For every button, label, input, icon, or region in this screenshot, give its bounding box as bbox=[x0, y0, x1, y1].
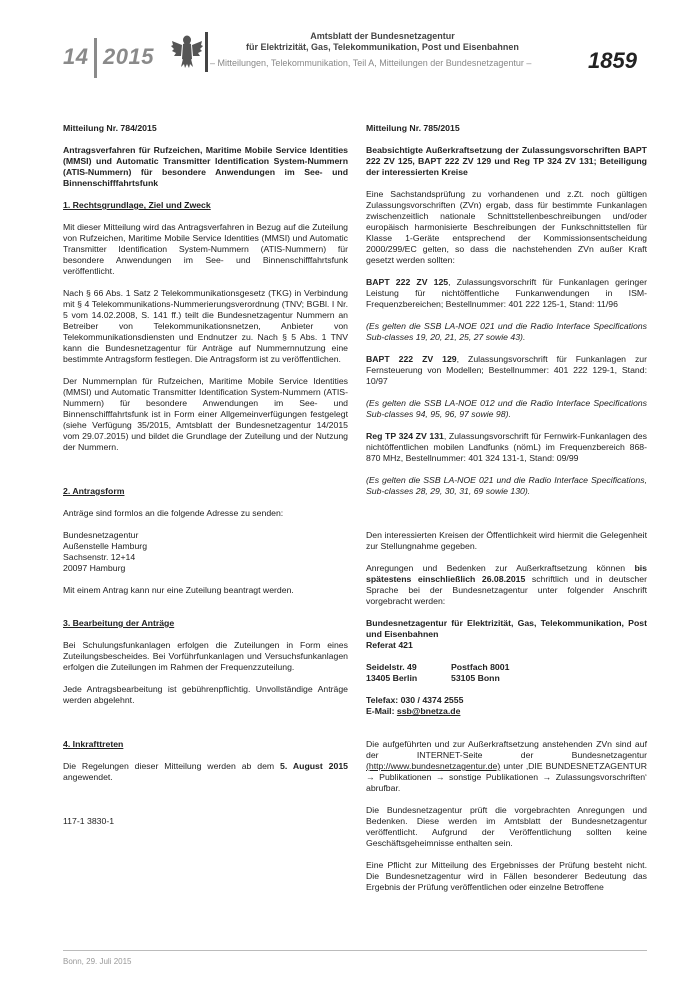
text-span: Anregungen und Bedenken zur Außerkraftsetzung können bbox=[366, 563, 635, 573]
gazette-subtitle: – Mitteilungen, Telekommunikation, Teil A, Mitteilungen der Bundesnetzagentur – bbox=[210, 58, 532, 68]
email-label: E-Mail: bbox=[366, 706, 397, 716]
address-department: Referat 421 bbox=[366, 640, 413, 650]
zv-125-code: BAPT 222 ZV 125 bbox=[366, 277, 449, 287]
footer-divider bbox=[63, 950, 647, 951]
notice-title-784: Mitteilung Nr. 784/2015 bbox=[63, 123, 157, 133]
notice-title-785: Mitteilung Nr. 785/2015 bbox=[366, 123, 460, 133]
zv-129-note: (Es gelten die SSB LA-NOE 012 und die Radio Interface Specifications Sub-classes 94, 95, 96, 97 sowie 98). bbox=[366, 398, 647, 419]
address-line: Sachsenstr. 12+14 bbox=[63, 552, 136, 562]
section-2-title: 2. Antragsform bbox=[63, 486, 125, 496]
effective-date: 5. August 2015 bbox=[280, 761, 348, 771]
zv-131-entry bbox=[366, 431, 647, 464]
zv-131-code: Reg TP 324 ZV 131 bbox=[366, 431, 444, 441]
zv-129-entry bbox=[366, 354, 647, 387]
footer-date: Bonn, 29. Juli 2015 bbox=[63, 957, 132, 966]
address-line: Bundesnetzagentur bbox=[63, 530, 139, 540]
zv-125-text: , Zulassungsvorschrift für Funkanlagen geringer Leistung für nichtöffentliche Funkanwendungen in ISM-Frequenzbereichen; Bestellnummer: 401 222 125-1, Stand: 11/96 bbox=[366, 277, 647, 309]
email-link[interactable]: ssb@bnetza.de bbox=[396, 706, 461, 716]
zv-131-text: , Zulassungsvorschrift für Fernwirk-Funkanlagen des nichtöffentlichen mobilen Landfunks (nömL) im Frequenzbereich 868-870 MHz, Bestellnummer: 401 324 131-1, Stand: 09/99 bbox=[366, 431, 647, 463]
review-paragraph: Die Bundesnetzagentur prüft die vorgebrachten Anregungen und Bedenken. Diese werden im Amtsblatt der Bundesnetzagentur veröffentlicht. Aufgrund der Veröffentlichung sollten keine Geschäftsgeheimnisse enthalten sein. bbox=[366, 805, 647, 848]
street-address bbox=[366, 662, 451, 684]
po-box-address bbox=[451, 662, 509, 684]
section-3-paragraph-1: Bei Schulungsfunkanlagen erfolgen die Zuteilungen in Form eines Zuteilungsbescheides. Bei Vorführfunkanlagen und Versuchsfunkanlagen erfolgen die Zuteilungen im Rahmen der Frequenzzuteilung. bbox=[63, 640, 348, 672]
section-3-title: 3. Bearbeitung der Anträge bbox=[63, 618, 175, 628]
zv-125-entry bbox=[366, 277, 647, 310]
gazette-title bbox=[210, 31, 555, 52]
intro-paragraph: Eine Sachstandsprüfung zu vorhandenen und z.Zt. noch gültigen Zulassungsvorschriften (ZVn) ergab, dass für bestimmte Funkanlagen zwischenzeitlich nationale Schnittstellenbeschreibungen und/oder europäisch harmonisierte Beschreibungen der Funkschnittstellen für Klasse 1-Geräte entsprechend der Kommissionsentscheidung 2000/299/EC gelten, so dass die nachstehenden ZVn außer Kraft gesetzt werden sollten: bbox=[366, 189, 647, 265]
address-pocity: 53105 Bonn bbox=[451, 673, 500, 683]
zv-131-note: (Es gelten die SSB LA-NOE 021 und die Radio Interface Specifications, Sub-classes 28, 29, 30, 31, 69 sowie 130). bbox=[366, 475, 647, 496]
berlin-address bbox=[366, 618, 647, 717]
deadline-paragraph bbox=[366, 563, 647, 607]
address-street: Seidelstr. 49 bbox=[366, 662, 417, 672]
section-3-paragraph-2: Jede Antragsbearbeitung ist gebührenpflichtig. Unvollständige Anträge werden abgelehnt. bbox=[63, 684, 348, 705]
section-2-paragraph-2: Mit einem Antrag kann nur eine Zuteilung beantragt werden. bbox=[63, 585, 294, 595]
text-span: unter ‚DIE BUNDESNETZAGENTUR → Publikationen → sonstige Publikationen → Zulassungsvorschriften‘ abrufbar. bbox=[366, 761, 647, 793]
address-pobox: Postfach 8001 bbox=[451, 662, 510, 672]
section-4-title: 4. Inkrafttreten bbox=[63, 739, 124, 749]
zv-129-text: , Zulassungsvorschrift für Funkanlagen zur Fernsteuerung von Modellen; Bestellnummer: 401 222 129-1, Stand: 10/97 bbox=[366, 354, 648, 386]
telefax: Telefax: 030 / 4374 2555 bbox=[366, 695, 464, 705]
zv-129-code: BAPT 222 ZV 129 bbox=[366, 354, 457, 364]
right-column bbox=[366, 123, 647, 893]
text-span: Die aufgeführten und zur Außerkraftsetzung anstehenden ZVn sind auf der INTERNET-Seite der Bundesnetzagentur bbox=[366, 739, 647, 760]
issue-year-label: 2015 bbox=[103, 44, 154, 69]
section-1-paragraph-3: Der Nummernplan für Rufzeichen, Maritime Mobile Service Identities (MMSI) und Automatic Transmitter Identification System-Nummern (ATIS-Nummern) für besondere Anwendungen im See- und Binnenschifffahrtsfunk ist in Form einer Allgemeinverfügungen festgelegt (siehe Verfügung 35/2015, Amtsblatt der Bundesnetzagentur 14/2015 vom 29.07.2015) und bildet die Grundlage der Zuteilung und der Nutzung der Nummern. bbox=[63, 376, 348, 452]
reference-number: 117-1 3830-1 bbox=[63, 816, 115, 826]
address-grid bbox=[366, 662, 647, 684]
address-city: 13405 Berlin bbox=[366, 673, 418, 683]
gazette-title-line1: Amtsblatt der Bundesnetzagentur bbox=[310, 31, 455, 41]
notice-heading-785: Beabsichtigte Außerkraftsetzung der Zulassungsvorschriften BAPT 222 ZV 125, BAPT 222 ZV 129 und Reg TP 324 ZV 131; Beteiligung der interessierten Kreise bbox=[366, 145, 647, 177]
issue-number: 14 bbox=[63, 44, 89, 69]
text-span: angewendet. bbox=[63, 772, 113, 782]
text-span: Die Regelungen dieser Mitteilung werden ab dem bbox=[63, 761, 281, 771]
obligation-paragraph: Eine Pflicht zur Mitteilung des Ergebnisses der Prüfung besteht nicht. Die Bundesnetzagentur wird in Fällen besonderer Bedeutung das Ergebnis der Prüfung veröffentlichen oder einzelne Betroffene bbox=[366, 860, 647, 892]
address-organisation: Bundesnetzagentur für Elektrizität, Gas, Telekommunikation, Post und Eisenbahnen bbox=[366, 618, 647, 639]
address-line: 20097 Hamburg bbox=[63, 563, 126, 573]
website-link[interactable]: (http://www.bundesnetzagentur.de) bbox=[366, 761, 501, 771]
header-divider bbox=[94, 38, 97, 78]
section-1-paragraph-2: Nach § 66 Abs. 1 Satz 2 Telekommunikationsgesetz (TKG) in Verbindung mit § 4 Telekommunikations-Nummerierungsverordnung (TNV; BGBl. I Nr. 5 vom 14.02.2008, S. 141 ff.) teilt die Bundesnetzagentur Nummern an Betreiber von Telekommunikationsnetzen, Anbieter von Telekommunikationsdiensten und Endnutzer zu. Nach § 5 Abs. 1 TNV kann die Bundesnetzagentur für Anträge auf Nummernnutzung eine bestimmte Antragsform festlegen. Die Antragsform ist zu veröffentlichen. bbox=[63, 288, 348, 364]
gazette-title-line2: für Elektrizität, Gas, Telekommunikation, Post und Eisenbahnen bbox=[246, 41, 519, 52]
hamburg-address bbox=[63, 530, 348, 574]
zv-125-note: (Es gelten die SSB LA-NOE 021 und die Radio Interface Specifications Sub-classes 19, 20, 21, 25, 27 sowie 43). bbox=[366, 321, 647, 342]
section-2-paragraph-1: Anträge sind formlos an die folgende Adresse zu senden: bbox=[63, 508, 284, 518]
notice-heading-784: Antragsverfahren für Rufzeichen, Maritime Mobile Service Identities (MMSI) und Automatic Transmitter Identification System-Nummern (ATIS-Nummern) für besondere Anwendungen im See- und Binnenschifffahrtsfunk bbox=[63, 145, 348, 188]
page-number: 1859 bbox=[588, 48, 637, 73]
left-column bbox=[63, 123, 348, 827]
public-consultation-paragraph: Den interessierten Kreisen der Öffentlichkeit wird hiermit die Gelegenheit zur Stellungnahme gegeben. bbox=[366, 530, 647, 551]
text-span: schriftlich und in deutscher Sprache bei der Bundesnetzagentur unter folgender Anschrift vorgebracht werden: bbox=[366, 574, 647, 606]
section-1-title: 1. Rechtsgrundlage, Ziel und Zweck bbox=[63, 200, 211, 210]
section-1-paragraph-1: Mit dieser Mitteilung wird das Antragsverfahren in Bezug auf die Zuteilung von Rufzeichen, Maritime Mobile Service Identities (MMSI) und Automatic Transmitter Identification System-Nummern (ATIS-Nummern) für besondere Anwendungen im See- und Binnenschifffahrtsfunk veröffentlicht. bbox=[63, 222, 348, 276]
address-line: Außenstelle Hamburg bbox=[63, 541, 148, 551]
federal-eagle-icon bbox=[170, 31, 204, 71]
internet-paragraph bbox=[366, 739, 647, 794]
section-4-paragraph bbox=[63, 761, 348, 783]
email-line bbox=[366, 706, 647, 717]
header-divider-right bbox=[205, 32, 208, 72]
deadline-date: bis spätestens einschließlich 26.08.2015 bbox=[366, 563, 647, 584]
